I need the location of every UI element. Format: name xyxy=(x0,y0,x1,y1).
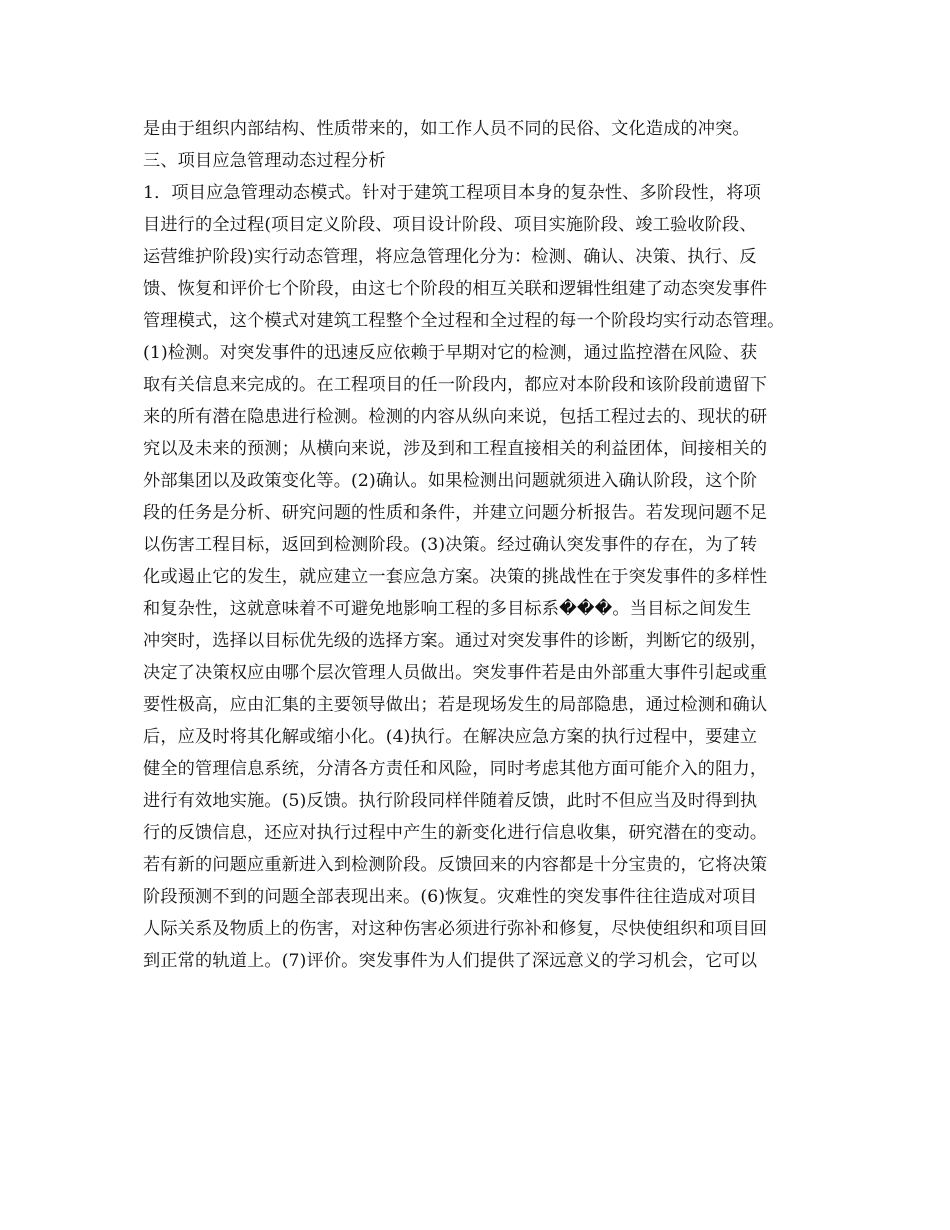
text-line: 后，应及时将其化解或缩小化。(4)执行。在解决应急方案的执行过程中，要建立 xyxy=(143,727,758,747)
text-line: 1．项目应急管理动态模式。针对于建筑工程项目本身的复杂性、多阶段性，将项 xyxy=(143,183,761,203)
text-line: 健全的管理信息系统，分清各方责任和风险，同时考虑其他方面可能介入的阻力， xyxy=(143,759,768,779)
text-line: 管理模式，这个模式对建筑工程整个全过程和全过程的每一个阶段均实行动态管理。 xyxy=(143,311,785,331)
text-line: 究以及未来的预测；从横向来说，涉及到和工程直接相关的利益团体，间接相关的 xyxy=(143,439,768,459)
text-line: (1)检测。对突发事件的迅速反应依赖于早期对它的检测，通过监控潜在风险、获 xyxy=(143,343,758,363)
text-line: 段的任务是分析、研究问题的性质和条件，并建立问题分析报告。若发现问题不足 xyxy=(143,503,768,523)
text-line: 行的反馈信息，还应对执行过程中产生的新变化进行信息收集，研究潜在的变动。 xyxy=(143,823,768,843)
text-line: 以伤害工程目标，返回到检测阶段。(3)决策。经过确认突发事件的存在，为了转 xyxy=(143,535,758,555)
text-line: 目进行的全过程(项目定义阶段、项目设计阶段、项目实施阶段、竣工验收阶段、 xyxy=(143,215,757,235)
text-line: 馈、恢复和评价七个阶段，由这七个阶段的相互关联和逻辑性组建了动态突发事件 xyxy=(143,279,768,299)
section-heading: 三、项目应急管理动态过程分析 xyxy=(143,151,386,171)
text-line: 要性极高，应由汇集的主要领导做出；若是现场发生的局部隐患，通过检测和确认 xyxy=(143,695,768,715)
text-line: 外部集团以及政策变化等。(2)确认。如果检测出问题就须进入确认阶段，这个阶 xyxy=(143,471,758,491)
text-line: 若有新的问题应重新进入到检测阶段。反馈回来的内容都是十分宝贵的，它将决策 xyxy=(143,855,768,875)
text-line: 和复杂性，这就意味着不可避免地影响工程的多目标系���。当目标之间发生 xyxy=(143,599,752,619)
text-line: 阶段预测不到的问题全部表现出来。(6)恢复。灾难性的突发事件往往造成对项目 xyxy=(143,887,758,907)
body-text xyxy=(143,113,823,977)
text-line: 取有关信息来完成的。在工程项目的任一阶段内，都应对本阶段和该阶段前遗留下 xyxy=(143,375,768,395)
text-line: 到正常的轨道上。(7)评价。突发事件为人们提供了深远意义的学习机会，它可以 xyxy=(143,951,758,971)
text-line: 人际关系及物质上的伤害，对这种伤害必须进行弥补和修复，尽快使组织和项目回 xyxy=(143,919,768,939)
text-line: 是由于组织内部结构、性质带来的，如工作人员不同的民俗、文化造成的冲突。 xyxy=(143,119,750,139)
text-line: 冲突时，选择以目标优先级的选择方案。通过对突发事件的诊断，判断它的级别， xyxy=(143,631,768,651)
text-line: 运营维护阶段)实行动态管理，将应急管理化分为：检测、确认、决策、执行、反 xyxy=(143,247,757,267)
text-line: 进行有效地实施。(5)反馈。执行阶段同样伴随着反馈，此时不但应当及时得到执 xyxy=(143,791,758,811)
text-line: 决定了决策权应由哪个层次管理人员做出。突发事件若是由外部重大事件引起或重 xyxy=(143,663,768,683)
text-line: 来的所有潜在隐患进行检测。检测的内容从纵向来说，包括工程过去的、现状的研 xyxy=(143,407,768,427)
text-line: 化或遏止它的发生，就应建立一套应急方案。决策的挑战性在于突发事件的多样性 xyxy=(143,567,768,587)
